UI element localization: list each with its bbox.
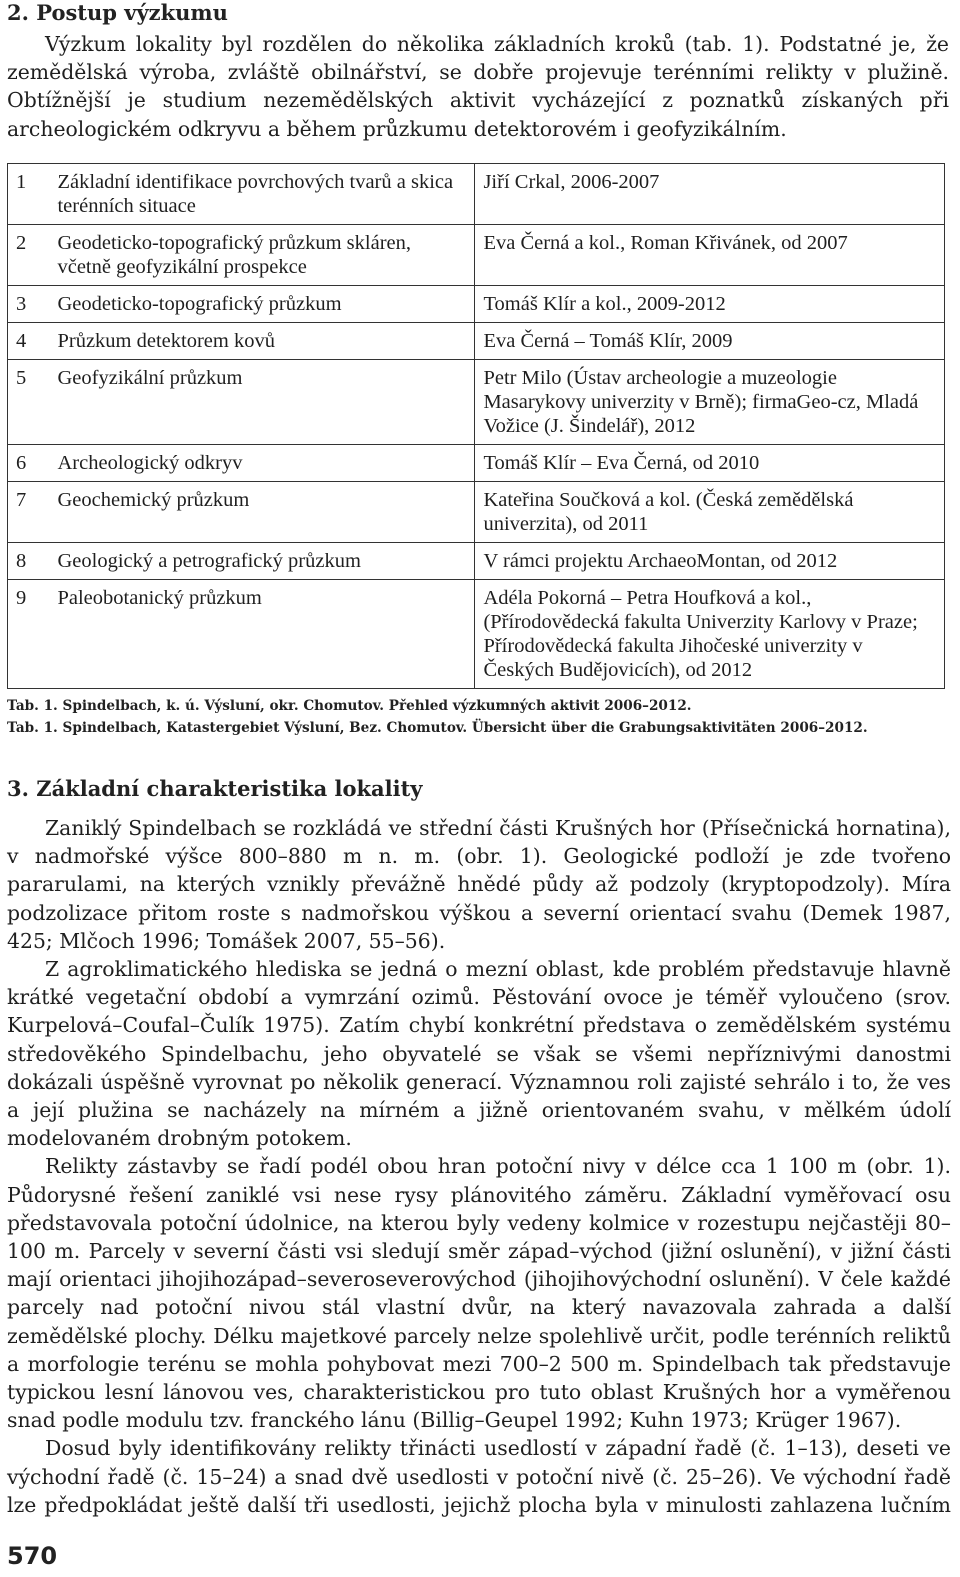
research-activities-table xyxy=(7,163,945,689)
row-researchers: Tomáš Klír a kol., 2009-2012 xyxy=(475,286,945,323)
row-activity: Paleobotanický průzkum xyxy=(55,580,474,689)
table-row xyxy=(8,580,945,689)
table-row xyxy=(8,445,945,482)
row-researchers: Petr Milo (Ústav archeologie a muzeologie Masarykovy univerzity v Brně); firmaGeo-cz, Mladá Vožice (J. Šindelář), 2012 xyxy=(475,360,945,445)
table-row xyxy=(8,323,945,360)
section-2-paragraph: Výzkum lokality byl rozdělen do několika základních kroků (tab. 1). Podstatné je, že zemědělská výroba, zvláště obilnářství, se dobře projevuje terénními relikty v plužině. Obtížnější je studium nezemědělských aktivit vycházející z poznatků získaných při archeologickém odkryvu a během průzkumu detektorovém i geofyzikálním. xyxy=(7,32,949,141)
table-caption-german: Tab. 1. Spindelbach, Katastergebiet Výsluní, Bez. Chomutov. Übersicht über die Grabungsaktivitäten 2006–2012. xyxy=(7,720,868,736)
row-number: 2 xyxy=(8,225,56,286)
row-activity: Geodeticko-topografický průzkum skláren, včetně geofyzikální prospekce xyxy=(55,225,474,286)
row-activity: Geofyzikální průzkum xyxy=(55,360,474,445)
row-number: 3 xyxy=(8,286,56,323)
table-row xyxy=(8,225,945,286)
row-number: 7 xyxy=(8,482,56,543)
section-2-heading: 2. Postup výzkumu xyxy=(7,0,228,25)
row-researchers: Eva Černá a kol., Roman Křivánek, od 2007 xyxy=(475,225,945,286)
row-activity: Geologický a petrografický průzkum xyxy=(55,543,474,580)
row-number: 5 xyxy=(8,360,56,445)
section-2 xyxy=(7,0,951,143)
section-3-paragraph: Z agroklimatického hlediska se jedná o mezní oblast, kde problém představuje hlavně krátké vegetační období a vymrzání ozimů. Pěstování ovoce je téměř vyloučeno (srov. Kurpelová–Coufal–Čulík 1975). Zatím chybí konkrétní představa o zemědělském systému středověkého Spindelbachu, jeho obyvatelé se však se všemi nepříznivými danostmi dokázali úspěšně vyrovnat po několik generací. Významnou roli zajisté sehrálo i to, že ves a její plužina se nacházely na mírném a jižně orientovaném svahu, v mělkém údolí modelovaném drobným potokem. xyxy=(7,957,951,1151)
row-number: 9 xyxy=(8,580,56,689)
table-row xyxy=(8,164,945,225)
section-3 xyxy=(7,776,951,1519)
row-number: 4 xyxy=(8,323,56,360)
table-row xyxy=(8,360,945,445)
row-activity: Archeologický odkryv xyxy=(55,445,474,482)
page-number: 570 xyxy=(7,1542,58,1570)
row-number: 8 xyxy=(8,543,56,580)
row-researchers: Kateřina Součková a kol. (Česká zemědělská univerzita), od 2011 xyxy=(475,482,945,543)
table-row xyxy=(8,286,945,323)
row-number: 6 xyxy=(8,445,56,482)
row-number: 1 xyxy=(8,164,56,225)
row-activity: Geochemický průzkum xyxy=(55,482,474,543)
row-researchers: Eva Černá – Tomáš Klír, 2009 xyxy=(475,323,945,360)
table-row xyxy=(8,482,945,543)
row-researchers: Jiří Crkal, 2006-2007 xyxy=(475,164,945,225)
research-table-block xyxy=(7,163,951,739)
row-researchers: V rámci projektu ArchaeoMontan, od 2012 xyxy=(475,543,945,580)
section-3-paragraph: Dosud byly identifikovány relikty třinácti usedlostí v západní řadě (č. 1–13), deseti ve východní řadě (č. 15–24) a snad dvě usedlosti v potoční nivě (č. 25–26). Ve východní řadě lze předpokládat ještě další tři usedlosti, jejichž plocha byla v minulosti zahlazena lučním xyxy=(7,1436,951,1517)
row-researchers: Tomáš Klír – Eva Černá, od 2010 xyxy=(475,445,945,482)
row-activity: Základní identifikace povrchových tvarů a skica terénních situace xyxy=(55,164,474,225)
table-caption-czech: Tab. 1. Spindelbach, k. ú. Výsluní, okr. Chomutov. Přehled výzkumných aktivit 2006–2012. xyxy=(7,698,692,714)
section-3-paragraph: Relikty zástavby se řadí podél obou hran potoční nivy v délce cca 1 100 m (obr. 1). Půdorysné řešení zaniklé vsi nese rysy plánovitého záměru. Základní vyměřovací osu představovala potoční údolnice, na kterou byly vedeny kolmice v rozestupu nejčastěji 80–100 m. Parcely v severní části vsi sledují směr západ–východ (jižní oslunění), v jižní části mají orientaci jihojihozápad–severoseverovýchod (jihojihovýchodní oslunění). V čele každé parcely nad potoční nivou stál vlastní dvůr, na který navazovala zahrada a další zemědělské plochy. Délku majetkové parcely nelze spolehlivě určit, podle terénních reliktů a morfologie terénu se mohla pohybovat mezi 700–2 500 m. Spindelbach tak představuje typickou lesní lánovou ves, charakteristickou pro tuto oblast Krušných hor a vyměřenou snad podle modulu tzv. franckého lánu (Billig–Geupel 1992; Kuhn 1973; Krüger 1967). xyxy=(7,1154,951,1433)
table-row xyxy=(8,543,945,580)
row-activity: Geodeticko-topografický průzkum xyxy=(55,286,474,323)
section-3-paragraph: Zaniklý Spindelbach se rozkládá ve střední části Krušných hor (Přísečnická hornatina), v nadmořské výšce 800–880 m n. m. (obr. 1). Geologické podloží je zde tvořeno pararulami, na kterých vznikly převážně hnědé půdy až podzoly (kryptopodzoly). Míra podzolizace přitom roste s nadmořskou výškou a severní orientací svahu (Demek 1987, 425; Mlčoch 1996; Tomášek 2007, 55–56). xyxy=(7,816,951,953)
row-activity: Průzkum detektorem kovů xyxy=(55,323,474,360)
section-3-heading: 3. Základní charakteristika lokality xyxy=(7,776,423,801)
row-researchers: Adéla Pokorná – Petra Houfková a kol., (Přírodovědecká fakulta Univerzity Karlovy v Praze; Přírodovědecká fakulta Jihočeské univerzity v Českých Budějovicích), od 2012 xyxy=(475,580,945,689)
